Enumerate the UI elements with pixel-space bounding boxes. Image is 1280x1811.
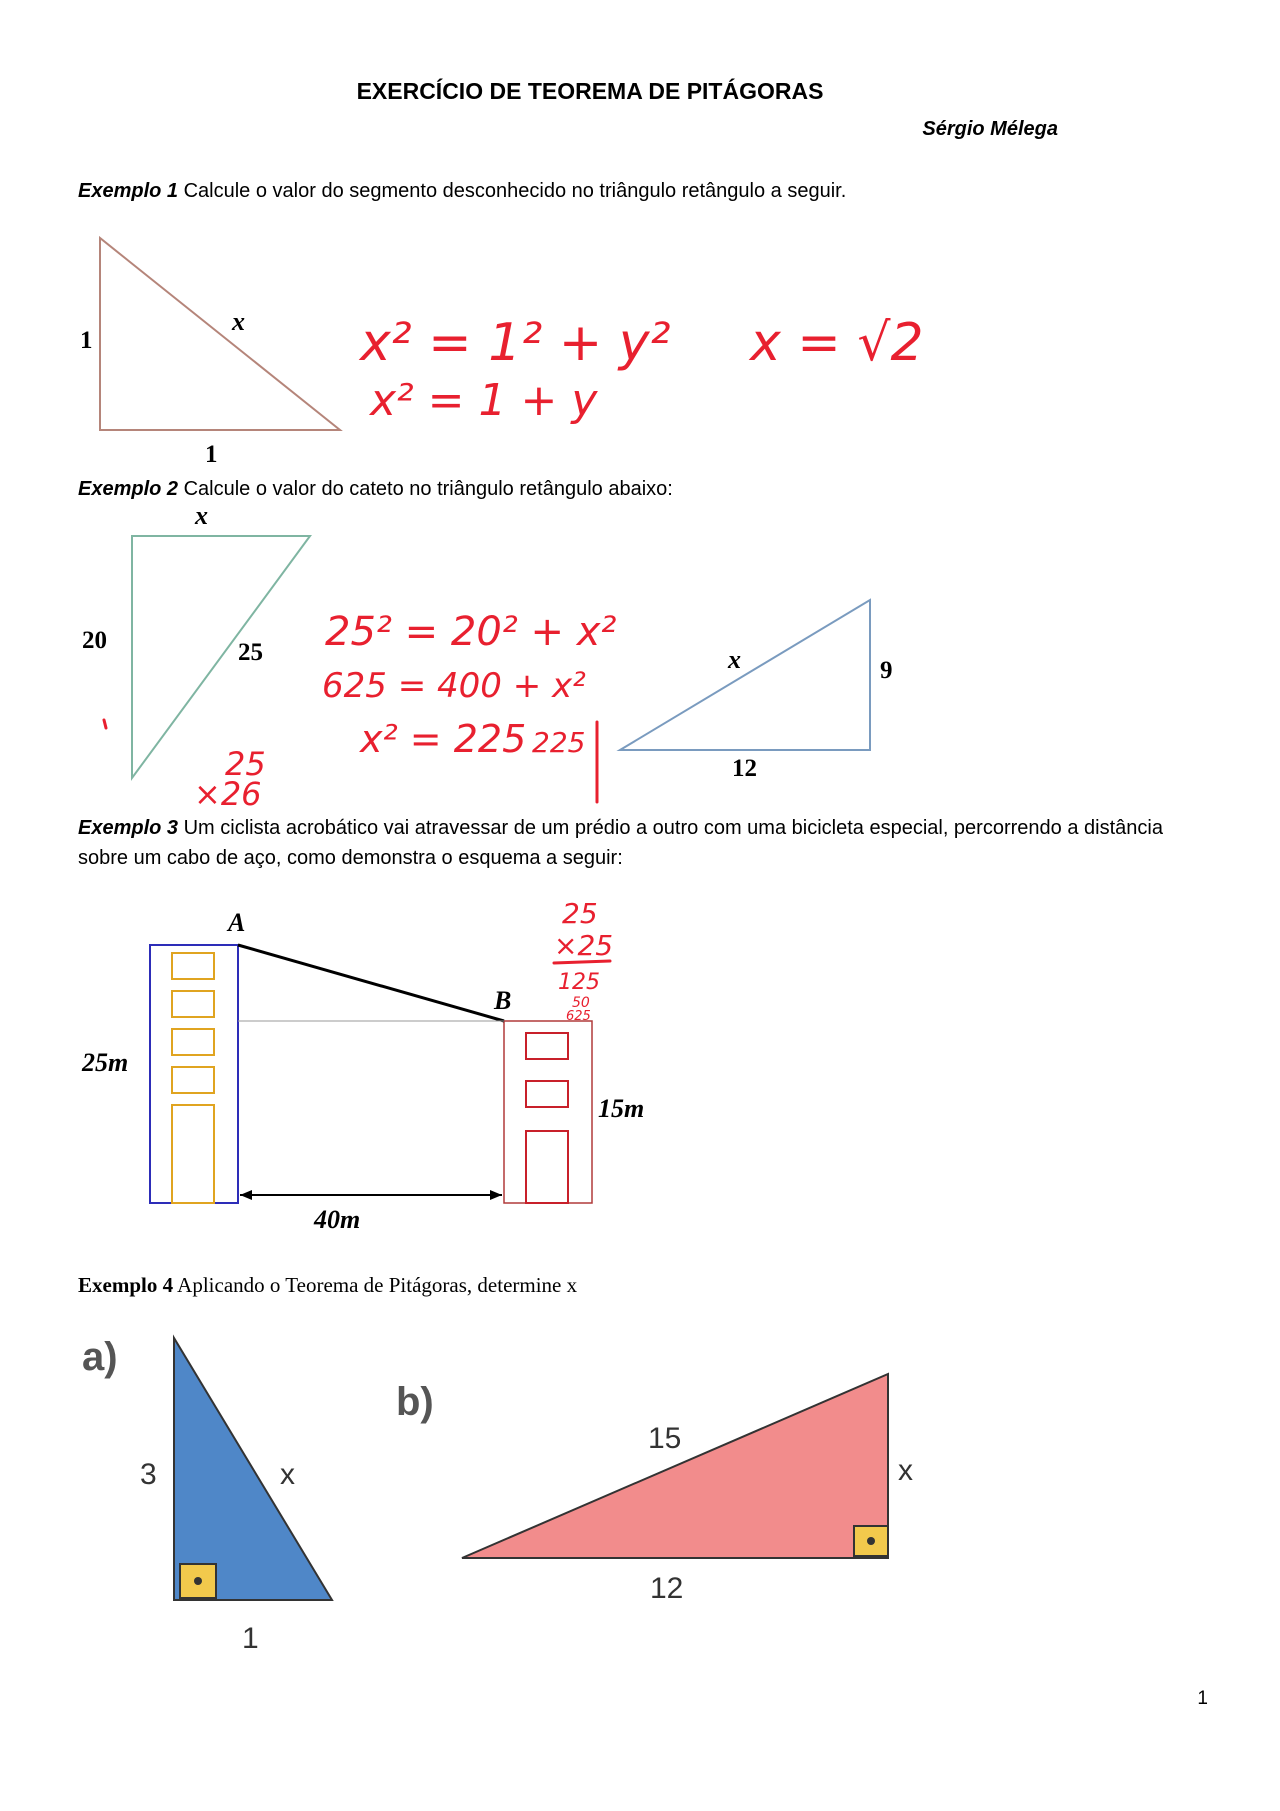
arrow-head-right	[490, 1190, 502, 1200]
example-1-statement	[78, 176, 1208, 206]
handwriting-ex1-result: x = √2	[750, 313, 924, 373]
steel-cable	[238, 945, 504, 1021]
triangle-3-bottom-label: 12	[732, 755, 757, 782]
example-4-statement	[78, 1273, 577, 1298]
handwriting-ex3-l2: ×25	[554, 929, 614, 962]
window	[172, 1029, 214, 1055]
author-name: Sérgio Mélega	[922, 118, 1058, 140]
part-a-label: a)	[82, 1335, 118, 1379]
handwriting-ex2-mark	[104, 720, 106, 728]
window	[172, 991, 214, 1017]
triangle-a	[174, 1338, 332, 1600]
handwriting-ex2-line3: x² = 225	[360, 717, 527, 761]
handwriting-ex3-l3: 125	[558, 970, 600, 995]
example-4-text: Aplicando o Teorema de Pitágoras, determine x	[173, 1273, 578, 1297]
distance-label: 40m	[314, 1205, 361, 1234]
handwriting-ex3-rule	[554, 961, 610, 963]
triangle-1-left-label: 1	[80, 327, 93, 354]
triangle-2-left-label: 20	[82, 627, 107, 654]
building-right	[504, 1021, 592, 1203]
example-1-label: Exemplo 1	[78, 180, 179, 202]
arrow-head-left	[240, 1190, 252, 1200]
triangle-3-right-label: 9	[880, 657, 893, 684]
example-1-text: Calcule o valor do segmento desconhecido no triângulo retângulo a seguir.	[178, 180, 847, 202]
right-angle-dot-b	[867, 1537, 875, 1545]
handwriting-ex2-side: 225	[532, 726, 586, 759]
triangle-b-right-label: x	[898, 1454, 913, 1487]
triangle-3-hyp-label: x	[728, 645, 741, 674]
part-b-label: b)	[396, 1380, 434, 1424]
handwriting-ex3-l4: 50	[572, 995, 590, 1011]
handwriting-ex2-line1: 25² = 20² + x²	[325, 609, 617, 655]
door	[526, 1131, 568, 1203]
left-height-label: 25m	[82, 1048, 129, 1077]
triangle-1-bottom-label: 1	[205, 441, 218, 468]
handwriting-ex3-l5: 625	[566, 1009, 591, 1024]
example-3-statement	[78, 813, 1208, 873]
window	[526, 1033, 568, 1059]
triangle-a-hyp-label: x	[280, 1458, 295, 1491]
triangle-a-bottom-label: 1	[242, 1622, 259, 1655]
window	[172, 953, 214, 979]
example-4-label: Exemplo 4	[78, 1273, 174, 1297]
triangle-1	[100, 238, 340, 430]
triangle-1-hyp-label: x	[232, 307, 245, 336]
example-2-figure	[60, 500, 960, 810]
point-b-label: B	[494, 986, 512, 1015]
handwriting-ex2-line2: 625 = 400 + x²	[322, 666, 586, 706]
window	[526, 1081, 568, 1107]
page-number: 1	[1197, 1688, 1208, 1709]
triangle-b-hyp-label: 15	[648, 1422, 682, 1455]
building-left	[150, 945, 238, 1203]
point-a-label: A	[228, 908, 246, 937]
handwriting-ex2-mult1: 25	[225, 745, 266, 783]
window	[172, 1067, 214, 1093]
handwriting-ex1-line1: x² = 1² + y²	[360, 313, 671, 373]
example-3-label: Exemplo 3	[78, 817, 179, 839]
handwriting-ex2-mult2: ×26	[194, 775, 262, 810]
triangle-b-bottom-label: 12	[650, 1572, 684, 1605]
example-2-label: Exemplo 2	[78, 478, 179, 500]
triangle-2-hyp-label: 25	[238, 639, 263, 666]
example-4-figure	[70, 1320, 970, 1660]
example-1-figure	[60, 230, 960, 470]
right-angle-dot-a	[194, 1577, 202, 1585]
handwriting-ex3-l1: 25	[562, 897, 598, 930]
triangle-b	[462, 1374, 888, 1558]
door	[172, 1105, 214, 1203]
example-3-text: Um ciclista acrobático vai atravessar de um prédio a outro com uma bicicleta especial, percorrendo a distância sobre um cabo de aço, como demonstra o esquema a seguir:	[78, 817, 1163, 869]
triangle-a-left-label: 3	[140, 1458, 157, 1491]
triangle-2-top-label: x	[195, 501, 208, 530]
triangle-2	[132, 536, 310, 778]
example-2-text: Calcule o valor do cateto no triângulo retângulo abaixo:	[178, 478, 673, 500]
example-3-figure	[70, 895, 710, 1245]
triangle-3	[620, 600, 870, 750]
handwriting-ex1-line2: x² = 1 + y	[370, 375, 598, 426]
right-height-label: 15m	[598, 1094, 645, 1123]
page-title: EXERCÍCIO DE TEOREMA DE PITÁGORAS	[356, 78, 824, 104]
